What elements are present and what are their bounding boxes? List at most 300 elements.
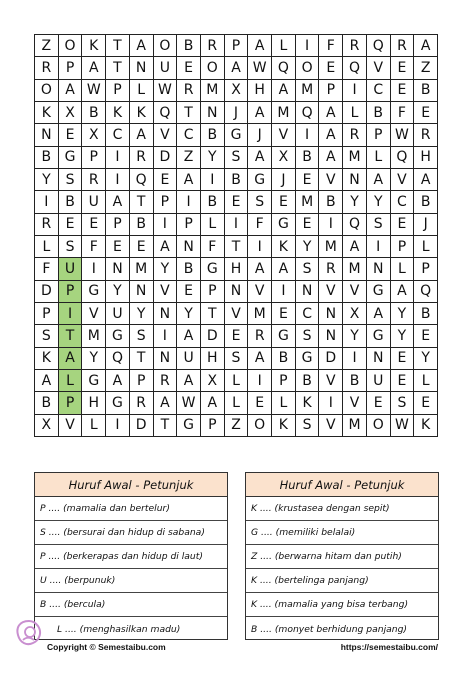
grid-cell[interactable]: A bbox=[35, 370, 59, 392]
grid-cell[interactable]: V bbox=[225, 303, 249, 325]
grid-cell[interactable]: P bbox=[319, 80, 343, 102]
grid-cell[interactable]: B bbox=[59, 191, 83, 213]
grid-cell[interactable]: Y bbox=[154, 258, 178, 280]
grid-cell[interactable]: M bbox=[319, 236, 343, 258]
grid-cell[interactable]: E bbox=[296, 214, 320, 236]
grid-cell[interactable]: W bbox=[82, 80, 106, 102]
grid-cell[interactable]: W bbox=[154, 80, 178, 102]
grid-cell[interactable]: A bbox=[248, 102, 272, 124]
grid-cell[interactable]: Q bbox=[272, 57, 296, 79]
grid-cell[interactable]: I bbox=[154, 214, 178, 236]
grid-cell[interactable]: W bbox=[391, 415, 415, 437]
grid-cell[interactable]: P bbox=[106, 214, 130, 236]
grid-cell[interactable]: S bbox=[59, 169, 83, 191]
grid-cell[interactable]: Q bbox=[296, 102, 320, 124]
grid-cell[interactable]: D bbox=[201, 325, 225, 347]
grid-cell[interactable]: Q bbox=[343, 214, 367, 236]
grid-cell[interactable]: L bbox=[225, 370, 249, 392]
grid-cell[interactable]: B bbox=[201, 124, 225, 146]
grid-cell[interactable]: S bbox=[59, 236, 83, 258]
grid-cell[interactable]: A bbox=[106, 191, 130, 213]
grid-cell[interactable]: T bbox=[130, 191, 154, 213]
grid-cell[interactable]: P bbox=[130, 370, 154, 392]
grid-cell[interactable]: P bbox=[106, 80, 130, 102]
grid-cell[interactable]: E bbox=[391, 214, 415, 236]
grid-cell[interactable]: Q bbox=[154, 102, 178, 124]
grid-cell[interactable]: A bbox=[177, 325, 201, 347]
grid-cell[interactable]: V bbox=[319, 281, 343, 303]
grid-cell[interactable]: I bbox=[59, 303, 83, 325]
grid-cell[interactable]: P bbox=[177, 214, 201, 236]
grid-cell[interactable]: E bbox=[177, 57, 201, 79]
grid-cell[interactable]: S bbox=[35, 325, 59, 347]
grid-cell[interactable]: G bbox=[201, 258, 225, 280]
grid-cell[interactable]: A bbox=[319, 124, 343, 146]
grid-cell[interactable]: G bbox=[272, 214, 296, 236]
grid-cell[interactable]: I bbox=[343, 348, 367, 370]
grid-cell[interactable]: A bbox=[319, 102, 343, 124]
grid-cell[interactable]: E bbox=[296, 169, 320, 191]
grid-cell[interactable]: T bbox=[106, 35, 130, 57]
grid-cell[interactable]: F bbox=[391, 102, 415, 124]
grid-cell[interactable]: J bbox=[248, 124, 272, 146]
grid-cell[interactable]: N bbox=[106, 258, 130, 280]
grid-cell[interactable]: L bbox=[35, 236, 59, 258]
grid-cell[interactable]: A bbox=[154, 392, 178, 414]
grid-cell[interactable]: B bbox=[296, 370, 320, 392]
grid-cell[interactable]: K bbox=[82, 35, 106, 57]
grid-cell[interactable]: S bbox=[225, 147, 249, 169]
grid-cell[interactable]: I bbox=[367, 236, 391, 258]
grid-cell[interactable]: V bbox=[82, 303, 106, 325]
grid-cell[interactable]: K bbox=[106, 102, 130, 124]
grid-cell[interactable]: A bbox=[154, 236, 178, 258]
grid-cell[interactable]: Y bbox=[414, 348, 438, 370]
grid-cell[interactable]: Y bbox=[82, 348, 106, 370]
grid-cell[interactable]: Y bbox=[343, 325, 367, 347]
grid-cell[interactable]: H bbox=[225, 258, 249, 280]
grid-cell[interactable]: A bbox=[367, 169, 391, 191]
grid-cell[interactable]: G bbox=[367, 281, 391, 303]
grid-cell[interactable]: I bbox=[296, 35, 320, 57]
grid-cell[interactable]: E bbox=[391, 57, 415, 79]
grid-cell[interactable]: T bbox=[106, 57, 130, 79]
grid-cell[interactable]: V bbox=[319, 169, 343, 191]
grid-cell[interactable]: S bbox=[296, 415, 320, 437]
grid-cell[interactable]: B bbox=[35, 392, 59, 414]
grid-cell[interactable]: G bbox=[82, 281, 106, 303]
grid-cell[interactable]: B bbox=[414, 191, 438, 213]
grid-cell[interactable]: P bbox=[154, 191, 178, 213]
grid-cell[interactable]: P bbox=[201, 415, 225, 437]
grid-cell[interactable]: N bbox=[130, 281, 154, 303]
grid-cell[interactable]: M bbox=[201, 80, 225, 102]
grid-cell[interactable]: L bbox=[201, 214, 225, 236]
grid-cell[interactable]: M bbox=[272, 102, 296, 124]
grid-cell[interactable]: V bbox=[319, 370, 343, 392]
grid-cell[interactable]: I bbox=[225, 214, 249, 236]
grid-cell[interactable]: S bbox=[367, 214, 391, 236]
grid-cell[interactable]: I bbox=[201, 169, 225, 191]
grid-cell[interactable]: A bbox=[130, 124, 154, 146]
grid-cell[interactable]: H bbox=[201, 348, 225, 370]
grid-cell[interactable]: F bbox=[201, 236, 225, 258]
grid-cell[interactable]: N bbox=[296, 281, 320, 303]
grid-cell[interactable]: O bbox=[201, 57, 225, 79]
grid-cell[interactable]: N bbox=[319, 325, 343, 347]
grid-cell[interactable]: N bbox=[35, 124, 59, 146]
grid-cell[interactable]: L bbox=[367, 147, 391, 169]
grid-cell[interactable]: I bbox=[248, 370, 272, 392]
grid-cell[interactable]: A bbox=[59, 348, 83, 370]
grid-cell[interactable]: I bbox=[106, 169, 130, 191]
grid-cell[interactable]: G bbox=[106, 392, 130, 414]
grid-cell[interactable]: G bbox=[59, 147, 83, 169]
grid-cell[interactable]: R bbox=[343, 124, 367, 146]
grid-cell[interactable]: E bbox=[154, 169, 178, 191]
grid-cell[interactable]: N bbox=[343, 169, 367, 191]
grid-cell[interactable]: P bbox=[59, 57, 83, 79]
grid-cell[interactable]: B bbox=[177, 35, 201, 57]
grid-cell[interactable]: G bbox=[248, 169, 272, 191]
grid-cell[interactable]: P bbox=[272, 370, 296, 392]
grid-cell[interactable]: V bbox=[343, 281, 367, 303]
grid-cell[interactable]: W bbox=[177, 392, 201, 414]
grid-cell[interactable]: U bbox=[106, 303, 130, 325]
grid-cell[interactable]: R bbox=[35, 57, 59, 79]
grid-cell[interactable]: N bbox=[367, 258, 391, 280]
grid-cell[interactable]: X bbox=[35, 415, 59, 437]
grid-cell[interactable]: L bbox=[272, 392, 296, 414]
grid-cell[interactable]: L bbox=[343, 102, 367, 124]
grid-cell[interactable]: L bbox=[391, 258, 415, 280]
grid-cell[interactable]: M bbox=[296, 80, 320, 102]
grid-cell[interactable]: J bbox=[225, 102, 249, 124]
grid-cell[interactable]: I bbox=[154, 325, 178, 347]
grid-cell[interactable]: B bbox=[82, 102, 106, 124]
grid-cell[interactable]: O bbox=[59, 35, 83, 57]
grid-cell[interactable]: E bbox=[272, 191, 296, 213]
grid-cell[interactable]: E bbox=[272, 303, 296, 325]
grid-cell[interactable]: P bbox=[59, 281, 83, 303]
grid-cell[interactable]: V bbox=[248, 281, 272, 303]
grid-cell[interactable]: Z bbox=[225, 415, 249, 437]
grid-cell[interactable]: Q bbox=[391, 147, 415, 169]
grid-cell[interactable]: H bbox=[248, 80, 272, 102]
grid-cell[interactable]: B bbox=[225, 169, 249, 191]
grid-cell[interactable]: E bbox=[59, 124, 83, 146]
grid-cell[interactable]: R bbox=[154, 370, 178, 392]
grid-cell[interactable]: W bbox=[248, 57, 272, 79]
grid-cell[interactable]: M bbox=[82, 325, 106, 347]
grid-cell[interactable]: R bbox=[82, 169, 106, 191]
grid-cell[interactable]: P bbox=[367, 124, 391, 146]
grid-cell[interactable]: V bbox=[391, 169, 415, 191]
grid-cell[interactable]: B bbox=[367, 102, 391, 124]
grid-cell[interactable]: T bbox=[59, 325, 83, 347]
grid-cell[interactable]: T bbox=[225, 236, 249, 258]
grid-cell[interactable]: K bbox=[272, 415, 296, 437]
grid-cell[interactable]: Y bbox=[130, 303, 154, 325]
grid-cell[interactable]: A bbox=[225, 57, 249, 79]
grid-cell[interactable]: E bbox=[414, 325, 438, 347]
grid-cell[interactable]: A bbox=[82, 57, 106, 79]
grid-cell[interactable]: C bbox=[367, 80, 391, 102]
grid-cell[interactable]: R bbox=[319, 258, 343, 280]
grid-cell[interactable]: V bbox=[154, 124, 178, 146]
grid-cell[interactable]: K bbox=[35, 102, 59, 124]
grid-cell[interactable]: E bbox=[225, 191, 249, 213]
grid-cell[interactable]: Q bbox=[106, 348, 130, 370]
grid-cell[interactable]: Y bbox=[177, 303, 201, 325]
grid-cell[interactable]: F bbox=[319, 35, 343, 57]
grid-cell[interactable]: U bbox=[177, 348, 201, 370]
grid-cell[interactable]: Y bbox=[201, 147, 225, 169]
grid-cell[interactable]: K bbox=[296, 392, 320, 414]
grid-cell[interactable]: A bbox=[59, 80, 83, 102]
grid-cell[interactable]: B bbox=[201, 191, 225, 213]
grid-cell[interactable]: D bbox=[35, 281, 59, 303]
grid-cell[interactable]: C bbox=[296, 303, 320, 325]
grid-cell[interactable]: Y bbox=[343, 191, 367, 213]
grid-cell[interactable]: F bbox=[82, 236, 106, 258]
grid-cell[interactable]: I bbox=[106, 147, 130, 169]
grid-cell[interactable]: E bbox=[367, 392, 391, 414]
grid-cell[interactable]: A bbox=[343, 236, 367, 258]
grid-cell[interactable]: G bbox=[296, 348, 320, 370]
grid-cell[interactable]: K bbox=[272, 236, 296, 258]
grid-cell[interactable]: R bbox=[248, 325, 272, 347]
grid-cell[interactable]: L bbox=[130, 80, 154, 102]
grid-cell[interactable]: S bbox=[225, 348, 249, 370]
grid-cell[interactable]: L bbox=[272, 35, 296, 57]
grid-cell[interactable]: T bbox=[154, 415, 178, 437]
grid-cell[interactable]: L bbox=[225, 392, 249, 414]
grid-cell[interactable]: B bbox=[272, 348, 296, 370]
grid-cell[interactable]: Y bbox=[391, 325, 415, 347]
grid-cell[interactable]: R bbox=[35, 214, 59, 236]
grid-cell[interactable]: Z bbox=[414, 57, 438, 79]
grid-cell[interactable]: E bbox=[319, 57, 343, 79]
grid-cell[interactable]: E bbox=[130, 236, 154, 258]
grid-cell[interactable]: X bbox=[59, 102, 83, 124]
grid-cell[interactable]: N bbox=[154, 348, 178, 370]
grid-cell[interactable]: N bbox=[154, 303, 178, 325]
grid-cell[interactable]: I bbox=[248, 236, 272, 258]
grid-cell[interactable]: M bbox=[130, 258, 154, 280]
grid-cell[interactable]: D bbox=[319, 348, 343, 370]
grid-cell[interactable]: O bbox=[248, 415, 272, 437]
grid-cell[interactable]: B bbox=[177, 258, 201, 280]
grid-cell[interactable]: S bbox=[130, 325, 154, 347]
grid-cell[interactable]: C bbox=[391, 191, 415, 213]
grid-cell[interactable]: M bbox=[248, 303, 272, 325]
grid-cell[interactable]: A bbox=[414, 35, 438, 57]
grid-cell[interactable]: L bbox=[59, 370, 83, 392]
grid-cell[interactable]: Y bbox=[367, 191, 391, 213]
grid-cell[interactable]: R bbox=[177, 80, 201, 102]
grid-cell[interactable]: D bbox=[154, 147, 178, 169]
grid-cell[interactable]: E bbox=[106, 236, 130, 258]
grid-cell[interactable]: B bbox=[343, 370, 367, 392]
grid-cell[interactable]: P bbox=[82, 147, 106, 169]
grid-cell[interactable]: I bbox=[272, 281, 296, 303]
grid-cell[interactable]: O bbox=[154, 35, 178, 57]
grid-cell[interactable]: E bbox=[177, 281, 201, 303]
grid-cell[interactable]: G bbox=[272, 325, 296, 347]
grid-cell[interactable]: L bbox=[414, 236, 438, 258]
grid-cell[interactable]: I bbox=[319, 392, 343, 414]
grid-cell[interactable]: X bbox=[343, 303, 367, 325]
grid-cell[interactable]: G bbox=[367, 325, 391, 347]
grid-cell[interactable]: V bbox=[59, 415, 83, 437]
grid-cell[interactable]: E bbox=[414, 392, 438, 414]
grid-cell[interactable]: Z bbox=[35, 35, 59, 57]
grid-cell[interactable]: B bbox=[35, 147, 59, 169]
grid-cell[interactable]: E bbox=[391, 370, 415, 392]
grid-cell[interactable]: A bbox=[319, 147, 343, 169]
grid-cell[interactable]: O bbox=[367, 415, 391, 437]
grid-cell[interactable]: A bbox=[272, 258, 296, 280]
grid-cell[interactable]: M bbox=[343, 415, 367, 437]
grid-cell[interactable]: A bbox=[130, 35, 154, 57]
grid-cell[interactable]: B bbox=[296, 147, 320, 169]
grid-cell[interactable]: B bbox=[414, 303, 438, 325]
grid-cell[interactable]: I bbox=[35, 191, 59, 213]
grid-cell[interactable]: A bbox=[201, 392, 225, 414]
grid-cell[interactable]: N bbox=[319, 303, 343, 325]
grid-cell[interactable]: U bbox=[154, 57, 178, 79]
grid-cell[interactable]: J bbox=[414, 214, 438, 236]
grid-cell[interactable]: D bbox=[130, 415, 154, 437]
grid-cell[interactable]: A bbox=[177, 370, 201, 392]
grid-cell[interactable]: A bbox=[248, 258, 272, 280]
grid-cell[interactable]: S bbox=[248, 191, 272, 213]
grid-cell[interactable]: K bbox=[35, 348, 59, 370]
grid-cell[interactable]: A bbox=[248, 348, 272, 370]
grid-cell[interactable]: H bbox=[414, 147, 438, 169]
grid-cell[interactable]: T bbox=[177, 102, 201, 124]
grid-cell[interactable]: R bbox=[343, 35, 367, 57]
grid-cell[interactable]: W bbox=[391, 124, 415, 146]
grid-cell[interactable]: A bbox=[248, 147, 272, 169]
site-url[interactable]: https://semestaibu.com/ bbox=[340, 642, 438, 652]
grid-cell[interactable]: E bbox=[414, 102, 438, 124]
grid-cell[interactable]: F bbox=[35, 258, 59, 280]
grid-cell[interactable]: B bbox=[414, 80, 438, 102]
grid-cell[interactable]: Y bbox=[35, 169, 59, 191]
grid-cell[interactable]: B bbox=[130, 214, 154, 236]
grid-cell[interactable]: M bbox=[343, 258, 367, 280]
grid-cell[interactable]: V bbox=[367, 57, 391, 79]
grid-cell[interactable]: A bbox=[248, 35, 272, 57]
grid-cell[interactable]: R bbox=[130, 392, 154, 414]
grid-cell[interactable]: E bbox=[391, 80, 415, 102]
grid-cell[interactable]: I bbox=[296, 124, 320, 146]
grid-cell[interactable]: K bbox=[130, 102, 154, 124]
grid-cell[interactable]: O bbox=[296, 57, 320, 79]
grid-cell[interactable]: P bbox=[391, 236, 415, 258]
grid-cell[interactable]: Q bbox=[367, 35, 391, 57]
grid-cell[interactable]: G bbox=[225, 124, 249, 146]
grid-cell[interactable]: C bbox=[106, 124, 130, 146]
grid-cell[interactable]: Q bbox=[414, 281, 438, 303]
grid-cell[interactable]: X bbox=[201, 370, 225, 392]
grid-cell[interactable]: N bbox=[201, 102, 225, 124]
grid-cell[interactable]: P bbox=[59, 392, 83, 414]
grid-cell[interactable]: V bbox=[343, 392, 367, 414]
grid-cell[interactable]: U bbox=[82, 191, 106, 213]
grid-cell[interactable]: Y bbox=[296, 236, 320, 258]
grid-cell[interactable]: R bbox=[414, 124, 438, 146]
grid-cell[interactable]: I bbox=[106, 415, 130, 437]
grid-cell[interactable]: P bbox=[201, 281, 225, 303]
grid-cell[interactable]: Y bbox=[106, 281, 130, 303]
grid-cell[interactable]: N bbox=[367, 348, 391, 370]
grid-cell[interactable]: S bbox=[391, 392, 415, 414]
grid-cell[interactable]: K bbox=[414, 415, 438, 437]
grid-cell[interactable]: X bbox=[82, 124, 106, 146]
grid-cell[interactable]: S bbox=[296, 325, 320, 347]
grid-cell[interactable]: E bbox=[225, 325, 249, 347]
grid-cell[interactable]: Y bbox=[391, 303, 415, 325]
grid-cell[interactable]: C bbox=[177, 124, 201, 146]
grid-cell[interactable]: A bbox=[414, 169, 438, 191]
grid-cell[interactable]: Z bbox=[177, 147, 201, 169]
grid-cell[interactable]: N bbox=[130, 57, 154, 79]
grid-cell[interactable]: I bbox=[319, 214, 343, 236]
grid-cell[interactable]: G bbox=[106, 325, 130, 347]
grid-cell[interactable]: A bbox=[367, 303, 391, 325]
grid-cell[interactable]: S bbox=[296, 258, 320, 280]
grid-cell[interactable]: N bbox=[177, 236, 201, 258]
grid-cell[interactable]: R bbox=[130, 147, 154, 169]
grid-cell[interactable]: Q bbox=[343, 57, 367, 79]
grid-cell[interactable]: E bbox=[248, 392, 272, 414]
grid-cell[interactable]: I bbox=[177, 191, 201, 213]
grid-cell[interactable]: V bbox=[154, 281, 178, 303]
grid-cell[interactable]: P bbox=[414, 258, 438, 280]
grid-cell[interactable]: V bbox=[272, 124, 296, 146]
grid-cell[interactable]: L bbox=[82, 415, 106, 437]
grid-cell[interactable]: X bbox=[272, 147, 296, 169]
grid-cell[interactable]: A bbox=[177, 169, 201, 191]
grid-cell[interactable]: T bbox=[201, 303, 225, 325]
grid-cell[interactable]: M bbox=[343, 147, 367, 169]
grid-cell[interactable]: G bbox=[177, 415, 201, 437]
grid-cell[interactable]: L bbox=[414, 370, 438, 392]
grid-cell[interactable]: X bbox=[225, 80, 249, 102]
grid-cell[interactable]: O bbox=[35, 80, 59, 102]
grid-cell[interactable]: J bbox=[272, 169, 296, 191]
grid-cell[interactable]: M bbox=[296, 191, 320, 213]
grid-cell[interactable]: V bbox=[319, 415, 343, 437]
grid-cell[interactable]: U bbox=[59, 258, 83, 280]
grid-cell[interactable]: G bbox=[82, 370, 106, 392]
grid-cell[interactable]: P bbox=[35, 303, 59, 325]
grid-cell[interactable]: U bbox=[367, 370, 391, 392]
grid-cell[interactable]: Q bbox=[130, 169, 154, 191]
grid-cell[interactable]: T bbox=[130, 348, 154, 370]
grid-cell[interactable]: H bbox=[82, 392, 106, 414]
grid-cell[interactable]: I bbox=[343, 80, 367, 102]
grid-cell[interactable]: E bbox=[82, 214, 106, 236]
grid-cell[interactable]: R bbox=[201, 35, 225, 57]
grid-cell[interactable]: E bbox=[391, 348, 415, 370]
grid-cell[interactable]: B bbox=[319, 191, 343, 213]
grid-cell[interactable]: E bbox=[59, 214, 83, 236]
grid-cell[interactable]: A bbox=[391, 281, 415, 303]
